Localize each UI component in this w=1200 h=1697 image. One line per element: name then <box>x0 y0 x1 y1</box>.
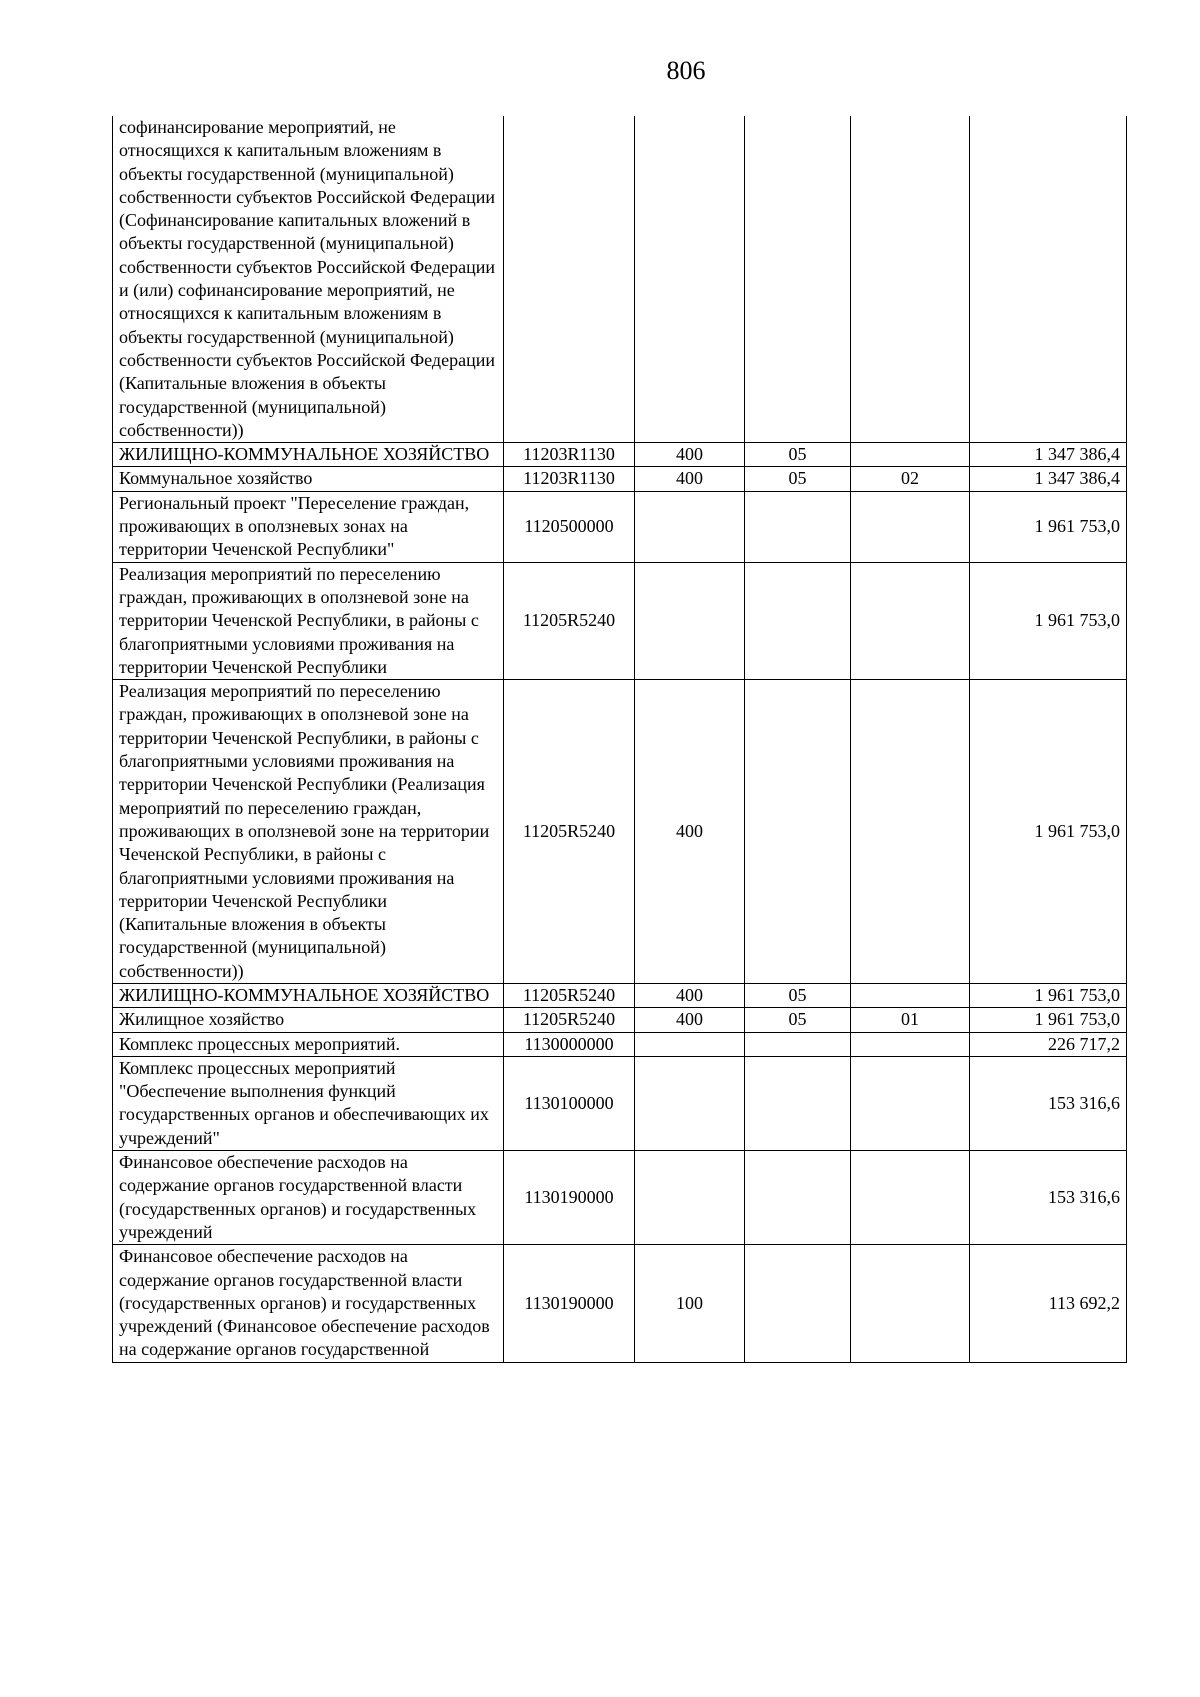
budget-table <box>112 116 1127 1363</box>
table-row <box>113 1032 1127 1056</box>
row-sum-cell: 1 961 753,0 <box>970 983 1127 1007</box>
page-number: 806 <box>666 56 706 85</box>
row-code-cell: 11205R5240 <box>504 983 635 1007</box>
table-row <box>113 1151 1127 1245</box>
row-pr-cell <box>851 680 970 984</box>
row-pr-cell <box>851 1245 970 1362</box>
row-pr-cell <box>851 116 970 443</box>
row-vr-cell <box>635 1032 745 1056</box>
row-rz-cell <box>745 1245 851 1362</box>
row-vr-cell <box>635 562 745 679</box>
table-row <box>113 1245 1127 1362</box>
row-pr-cell <box>851 1056 970 1150</box>
table-row <box>113 1008 1127 1032</box>
row-rz-cell: 05 <box>745 1008 851 1032</box>
row-name-cell: Реализация мероприятий по переселению граждан, проживающих в оползневой зоне на территории Чеченской Республики, в районы с благоприятными условиями проживания на территории Чеченской Республики (Реализация мероприятий по переселению граждан, проживающих в оползневой зоне на территории Чеченской Республики, в районы с благоприятными условиями проживания на территории Чеченской Республики (Капитальные вложения в объекты государственной (муниципальной) собственности)) <box>113 680 504 984</box>
row-sum-cell: 226 717,2 <box>970 1032 1127 1056</box>
row-name-cell: Жилищное хозяйство <box>113 1008 504 1032</box>
row-name-cell: Коммунальное хозяйство <box>113 467 504 491</box>
row-rz-cell <box>745 116 851 443</box>
row-vr-cell <box>635 1056 745 1150</box>
row-code-cell: 11203R1130 <box>504 443 635 467</box>
row-code-cell: 11205R5240 <box>504 1008 635 1032</box>
row-code-cell: 1130190000 <box>504 1151 635 1245</box>
row-code-cell: 1130190000 <box>504 1245 635 1362</box>
table-row <box>113 983 1127 1007</box>
row-pr-cell <box>851 491 970 562</box>
row-name-cell: Комплекс процессных мероприятий. <box>113 1032 504 1056</box>
row-name-cell: Комплекс процессных мероприятий "Обеспечение выполнения функций государственных органов и обеспечивающих их учреждений" <box>113 1056 504 1150</box>
table-row <box>113 116 1127 443</box>
row-vr-cell: 400 <box>635 983 745 1007</box>
row-name-cell: ЖИЛИЩНО-КОММУНАЛЬНОЕ ХОЗЯЙСТВО <box>113 443 504 467</box>
row-vr-cell: 400 <box>635 467 745 491</box>
row-code-cell: 11203R1130 <box>504 467 635 491</box>
row-name-cell: Региональный проект "Переселение граждан, проживающих в оползневых зонах на территории Чеченской Республики" <box>113 491 504 562</box>
row-code-cell: 1120500000 <box>504 491 635 562</box>
row-pr-cell <box>851 1032 970 1056</box>
row-sum-cell: 1 347 386,4 <box>970 443 1127 467</box>
row-vr-cell <box>635 116 745 443</box>
row-rz-cell <box>745 491 851 562</box>
row-rz-cell: 05 <box>745 467 851 491</box>
row-sum-cell: 153 316,6 <box>970 1056 1127 1150</box>
row-rz-cell <box>745 562 851 679</box>
row-pr-cell <box>851 443 970 467</box>
row-name-cell: ЖИЛИЩНО-КОММУНАЛЬНОЕ ХОЗЯЙСТВО <box>113 983 504 1007</box>
row-rz-cell <box>745 1032 851 1056</box>
row-sum-cell: 1 961 753,0 <box>970 1008 1127 1032</box>
row-rz-cell <box>745 680 851 984</box>
row-rz-cell <box>745 1056 851 1150</box>
row-pr-cell <box>851 983 970 1007</box>
row-pr-cell <box>851 562 970 679</box>
row-sum-cell <box>970 116 1127 443</box>
row-vr-cell <box>635 491 745 562</box>
row-code-cell: 11205R5240 <box>504 680 635 984</box>
table-row <box>113 467 1127 491</box>
row-pr-cell: 01 <box>851 1008 970 1032</box>
row-sum-cell: 1 347 386,4 <box>970 467 1127 491</box>
table-row <box>113 1056 1127 1150</box>
row-name-cell: Финансовое обеспечение расходов на содержание органов государственной власти (государственных органов) и государственных учреждений (Финансовое обеспечение расходов на содержание органов государственной <box>113 1245 504 1362</box>
row-code-cell <box>504 116 635 443</box>
row-code-cell: 1130100000 <box>504 1056 635 1150</box>
row-rz-cell: 05 <box>745 443 851 467</box>
table-row <box>113 491 1127 562</box>
row-vr-cell: 400 <box>635 443 745 467</box>
row-pr-cell: 02 <box>851 467 970 491</box>
row-name-cell: Реализация мероприятий по переселению граждан, проживающих в оползневой зоне на территории Чеченской Республики, в районы с благоприятными условиями проживания на территории Чеченской Республики <box>113 562 504 679</box>
row-sum-cell: 1 961 753,0 <box>970 680 1127 984</box>
row-sum-cell: 153 316,6 <box>970 1151 1127 1245</box>
table-row <box>113 443 1127 467</box>
row-vr-cell <box>635 1151 745 1245</box>
row-rz-cell <box>745 1151 851 1245</box>
row-sum-cell: 1 961 753,0 <box>970 491 1127 562</box>
row-code-cell: 11205R5240 <box>504 562 635 679</box>
row-vr-cell: 400 <box>635 1008 745 1032</box>
table-row <box>113 562 1127 679</box>
row-name-cell: софинансирование мероприятий, не относящихся к капитальным вложениям в объекты государственной (муниципальной) собственности субъектов Российской Федерации (Софинансирование капитальных вложений в объекты государственной (муниципальной) собственности субъектов Российской Федерации и (или) софинансирование мероприятий, не относящихся к капитальным вложениям в объекты государственной (муниципальной) собственности субъектов Российской Федерации (Капитальные вложения в объекты государственной (муниципальной) собственности)) <box>113 116 504 443</box>
row-sum-cell: 1 961 753,0 <box>970 562 1127 679</box>
row-code-cell: 1130000000 <box>504 1032 635 1056</box>
row-pr-cell <box>851 1151 970 1245</box>
row-vr-cell: 100 <box>635 1245 745 1362</box>
row-sum-cell: 113 692,2 <box>970 1245 1127 1362</box>
row-vr-cell: 400 <box>635 680 745 984</box>
row-name-cell: Финансовое обеспечение расходов на содержание органов государственной власти (государственных органов) и государственных учреждений <box>113 1151 504 1245</box>
table-row <box>113 680 1127 984</box>
row-rz-cell: 05 <box>745 983 851 1007</box>
